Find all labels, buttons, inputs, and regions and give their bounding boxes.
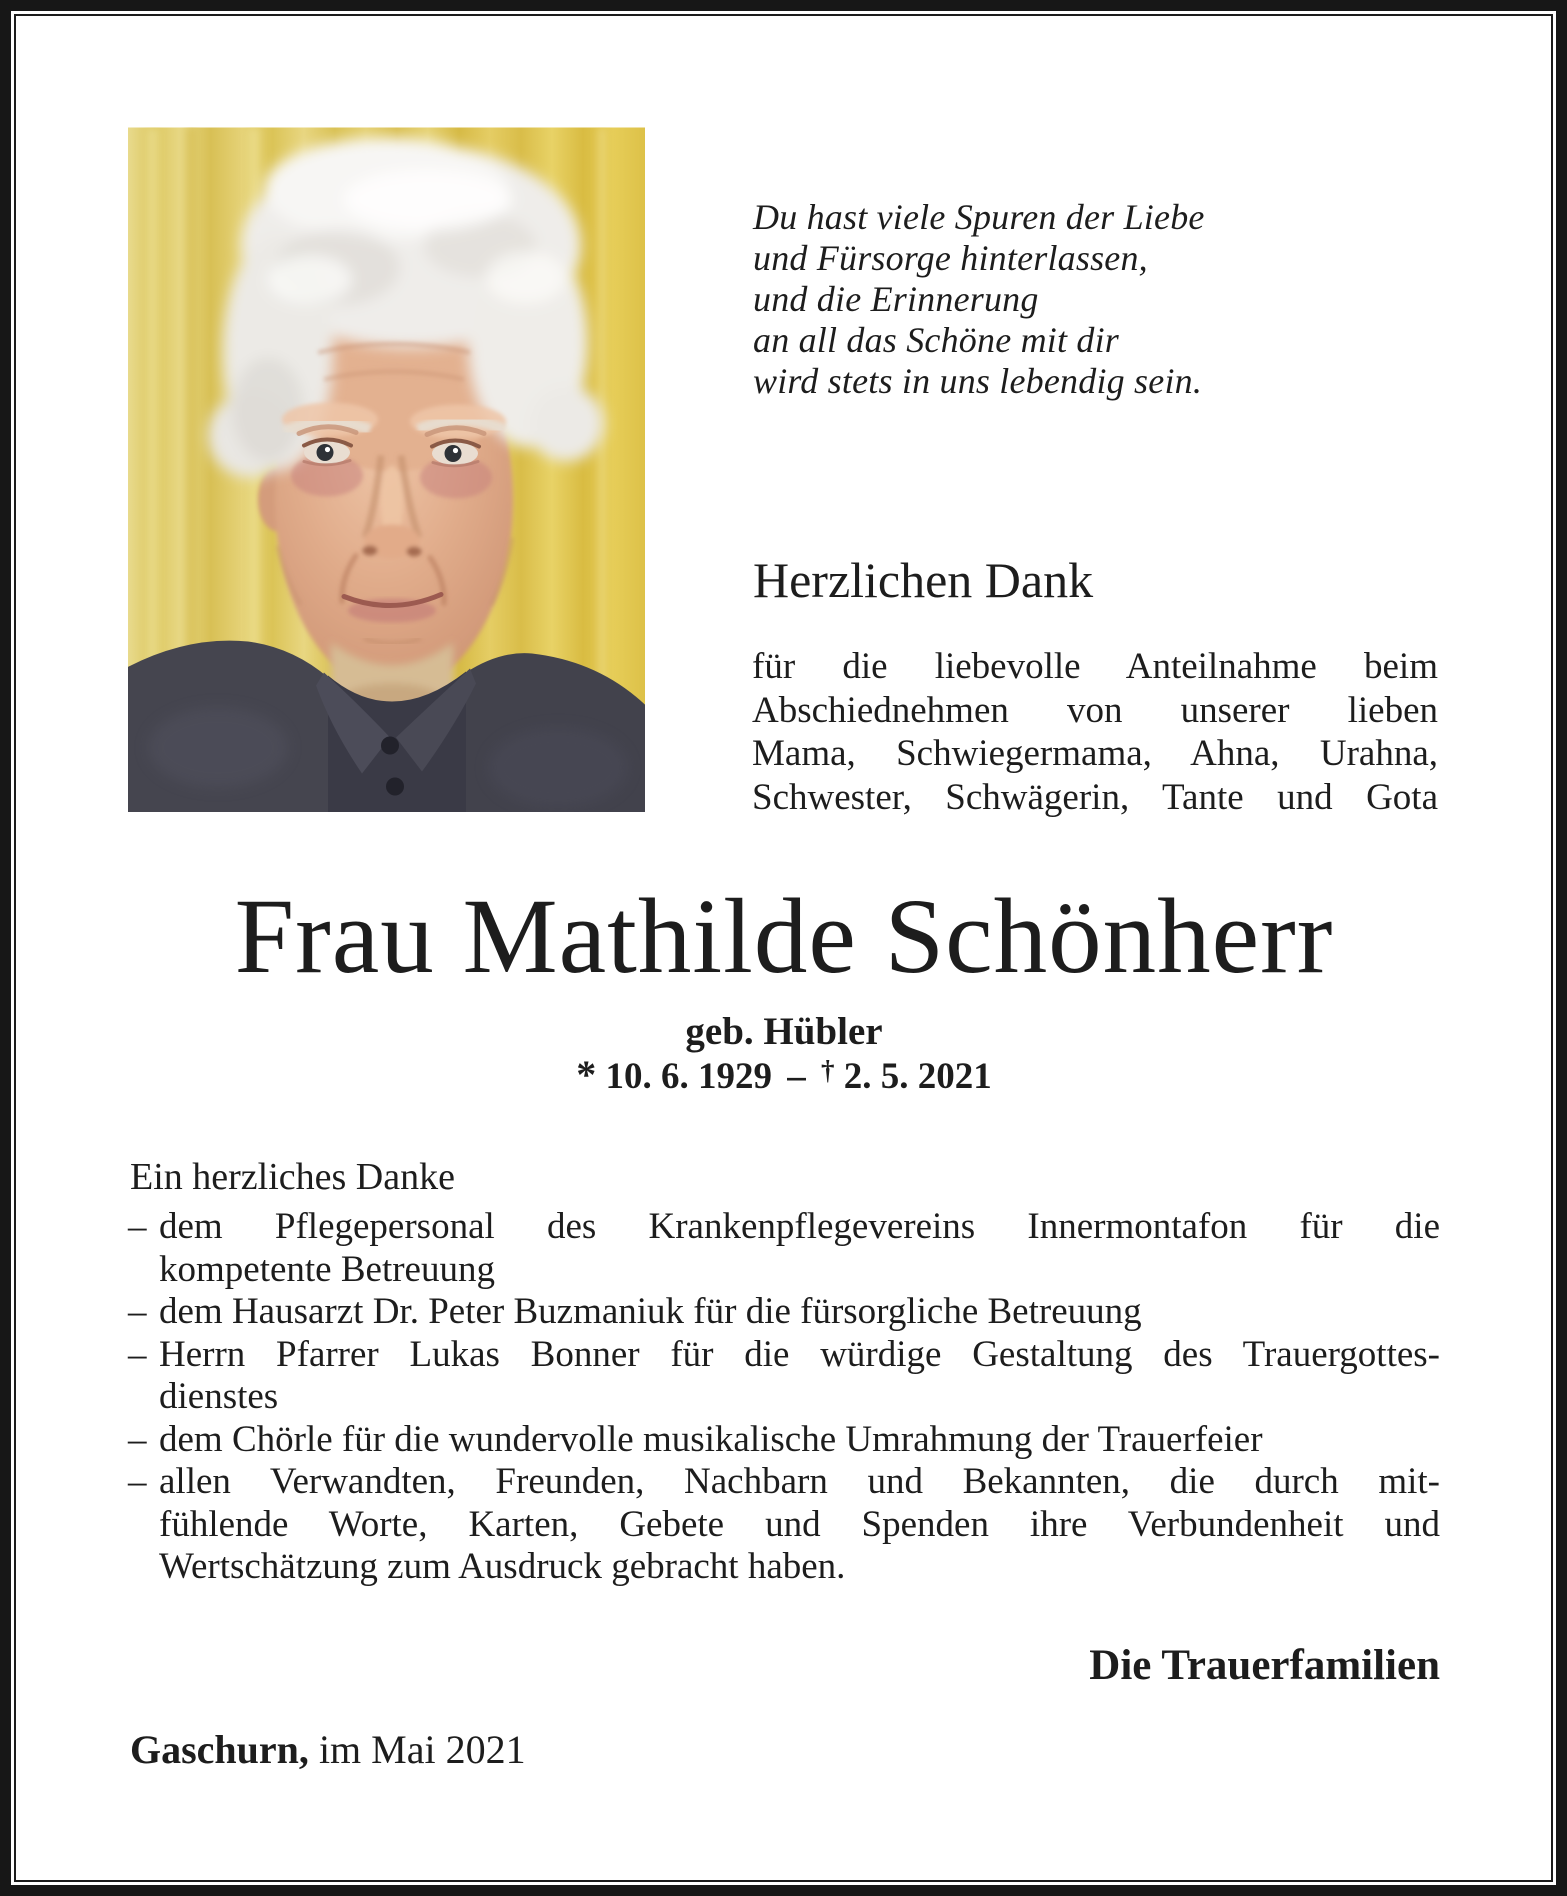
list-item-line: dem Hausarzt Dr. Peter Buzmaniuk für die fürsorgliche Betreuung — [159, 1291, 1142, 1332]
portrait-photo — [128, 127, 645, 812]
portrait-photo-illustration — [128, 127, 645, 812]
thanks-paragraph-line: Schwester, Schwägerin, Tante und Gota — [752, 776, 1438, 818]
list-item-line: Herrn Pfarrer Lukas Bonner für die würdige Gestaltung des Trauergottes- — [159, 1333, 1440, 1375]
poem-line: Du hast viele Spuren der Liebe — [753, 197, 1205, 237]
life-dates — [114, 1049, 1454, 1098]
death-cross-icon: † — [821, 1055, 835, 1085]
death-date: 2. 5. 2021 — [843, 1056, 992, 1097]
list-item-line: Wertschätzung zum Ausdruck gebracht haben. — [159, 1546, 846, 1587]
bullet-dash: – — [128, 1418, 147, 1460]
bullet-dash: – — [128, 1291, 147, 1332]
bullet-dash: – — [128, 1333, 147, 1375]
poem-line: und Fürsorge hinterlassen, — [753, 238, 1148, 278]
memorial-poem — [753, 197, 1393, 402]
thanks-paragraph — [752, 645, 1438, 819]
list-item — [128, 1334, 1440, 1419]
poem-line: wird stets in uns lebendig sein. — [753, 361, 1203, 401]
acknowledgement-heading: Ein herzliches Danke — [130, 1156, 455, 1198]
maiden-name: geb. Hübler — [685, 1010, 883, 1053]
thanks-paragraph-line: für die liebevolle Anteilnahme beim — [752, 646, 1438, 687]
bullet-dash: – — [128, 1461, 147, 1502]
list-item — [128, 1291, 1440, 1334]
poem-line: und die Erinnerung — [753, 279, 1039, 319]
date-text: im Mai 2021 — [318, 1727, 526, 1772]
thanks-paragraph-line: Mama, Schwiegermama, Ahna, Urahna, — [752, 733, 1438, 774]
list-item-line: allen Verwandten, Freunden, Nachbarn und Bekannten, die durch mit- — [159, 1461, 1440, 1502]
mourning-families-signature: Die Trauerfamilien — [1089, 1642, 1440, 1689]
list-item — [128, 1206, 1440, 1291]
place-name: Gaschurn, — [130, 1727, 309, 1772]
list-item-line: dem Chörle für die wundervolle musikalische Umrahmung der Trauerfeier — [159, 1418, 1263, 1460]
thanks-paragraph-line: Abschiednehmen von unserer lieben — [752, 689, 1438, 731]
dates-separator: – — [787, 1056, 806, 1097]
list-item-line: dienstes — [159, 1376, 279, 1417]
thanks-heading: Herzlichen Dank — [753, 552, 1094, 608]
list-item-line: fühlende Worte, Karten, Gebete und Spenden ihre Verbundenheit und — [159, 1503, 1440, 1545]
birth-date: 10. 6. 1929 — [605, 1056, 772, 1097]
list-item — [128, 1419, 1440, 1462]
list-item-line: dem Pflegepersonal des Krankenpflegevereins Innermontafon für die — [159, 1206, 1440, 1247]
list-item — [128, 1461, 1440, 1589]
acknowledgement-list — [128, 1206, 1440, 1589]
poem-line: an all das Schöne mit dir — [753, 320, 1119, 360]
bullet-dash: – — [128, 1206, 147, 1247]
deceased-name: Frau Mathilde Schönherr — [234, 878, 1334, 996]
birth-star-icon: * — [576, 1052, 597, 1097]
list-item-line: kompetente Betreuung — [159, 1248, 495, 1290]
place-date-line — [130, 1727, 526, 1773]
